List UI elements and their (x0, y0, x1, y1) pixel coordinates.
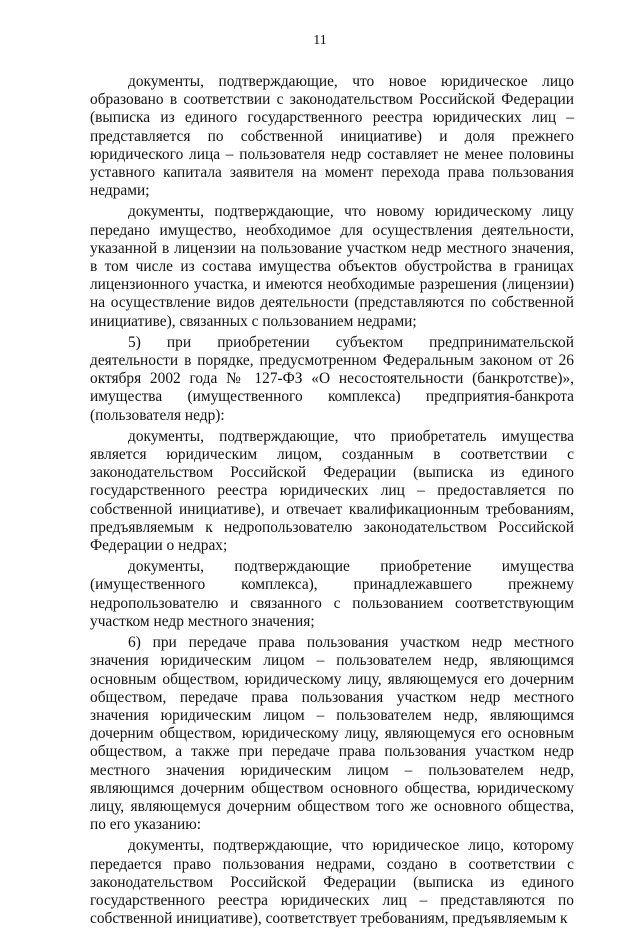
paragraph-property-transfer-docs: документы, подтверждающие, что новому юридическому лицу передано имущество, необходимое для осуществления деятельности, указанной в лицензии на пользование участком недр местного значения, в том числе из состава имущества объектов обустройства в границах лицензионного участка, и имеются необходимые разрешения (лицензии) на осуществление видов деятельности (представляются по собственной инициативе), связанных с пользованием недрами; (90, 203, 574, 330)
paragraph-bankruptcy-acquisition: 5) при приобретении субъектом предпринимательской деятельности в порядке, предусмотренном Федеральным законом от 26 октября 2002 года № 127-ФЗ «О несостоятельности (банкротстве)», имущества (имущественного комплекса) предприятия-банкрота (пользователя недр): (90, 333, 574, 424)
document-body (90, 73, 574, 928)
paragraph-acquirer-legal-entity-docs: документы, подтверждающие, что приобретатель имущества является юридическим лицом, созданным в соответствии с законодательством Российской Федерации (выписка из единого государственного реестра юридических лиц – предоставляется по собственной инициативе), и отвечает квалификационным требованиям, предъявляемым к недропользователю законодательством Российской Федерации о недрах; (90, 427, 574, 555)
page-number: 11 (313, 33, 327, 48)
paragraph-subsidiary-transfer: 6) при передаче права пользования участком недр местного значения юридическим лицом – пользователем недр, являющимся основным обществом, юридическому лицу, являющемуся его дочерним обществом, передаче права пользования участком недр местного значения юридическим лицом – пользователем недр, являющимся дочерним обществом, юридическому лицу, являющемуся его основным обществом, а также при передаче права пользования участком недр местного значения юридическим лицом – пользователем недр, являющимся дочерним обществом основного общества, юридическому лицу, являющемуся дочерним обществом того же основного общества, по его указанию: (90, 634, 574, 834)
paragraph-recipient-entity-docs: документы, подтверждающие, что юридическое лицо, которому передается право пользования недрами, создано в соответствии с законодательством Российской Федерации (выписка из единого государственного реестра юридических лиц – представляются по собственной инициативе), соответствует требованиям, предъявляемым к (90, 837, 574, 928)
paragraph-new-entity-docs: документы, подтверждающие, что новое юридическое лицо образовано в соответствии с законодательством Российской Федерации (выписка из единого государственного реестра юридических лиц – представляется по собственной инициативе) и доля прежнего юридического лица – пользователя недр составляет не менее половины уставного капитала заявителя на момент перехода права пользования недрами; (90, 73, 574, 200)
paragraph-property-acquisition-docs: документы, подтверждающие приобретение имущества (имущественного комплекса), принадлежавшего прежнему недропользователю и связанного с пользованием соответствующим участком недр местного значения; (90, 558, 574, 630)
